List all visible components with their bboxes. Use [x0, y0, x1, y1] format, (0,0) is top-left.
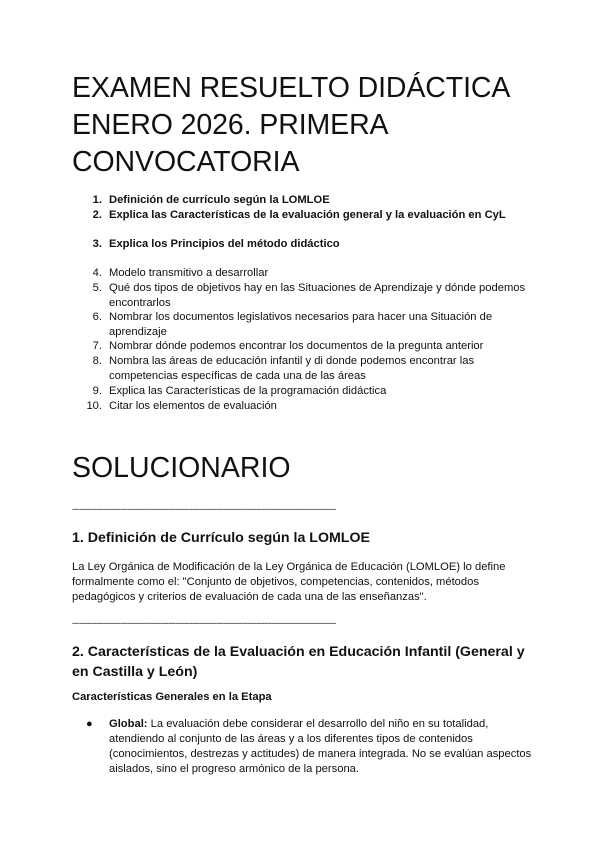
subsection-heading: Características Generales en la Etapa: [72, 691, 272, 703]
question-text: Citar los elementos de evaluación: [109, 400, 277, 412]
question-number: 2.: [92, 209, 102, 221]
bullet-marker: ●: [86, 718, 93, 730]
section-heading: 2. Características de la Evaluación en Educación Infantil (General y en Castilla y León): [72, 644, 525, 680]
question-number: 5.: [92, 282, 102, 294]
question-number: 4.: [92, 267, 102, 279]
bullet-body: La evaluación debe considerar el desarrollo del niño en su totalidad, atendiendo al conjunto de las áreas y a los diferentes tipos de contenidos (conocimientos, destrezas y actitudes) de manera integrada. No se evalúan aspectos aislados, sino el progreso armónico de la persona.: [109, 718, 532, 775]
question-text: Nombra las áreas de educación infantil y di donde podemos encontrar las competencias específicas de cada una de las áreas: [109, 355, 475, 382]
question-text: Nombrar los documentos legislativos necesarios para hacer una Situación de aprendizaje: [109, 311, 493, 338]
section-paragraph: La Ley Orgánica de Modificación de la Ley Orgánica de Educación (LOMLOE) lo define formalmente como el: "Conjunto de objetivos, competencias, contenidos, métodos pedagógicos y criterios de evaluación de cada una de las enseñanzas".: [72, 561, 506, 603]
question-text: Explica las Características de la evaluación general y la evaluación en CyL: [109, 209, 506, 221]
question-number: 3.: [92, 238, 102, 250]
question-number: 7.: [92, 340, 102, 352]
question-number: 6.: [92, 311, 102, 323]
question-text: Nombrar dónde podemos encontrar los documentos de la pregunta anterior: [109, 340, 484, 352]
question-number: 1.: [92, 194, 102, 206]
bullet-label: Global:: [109, 718, 148, 730]
question-number: 8.: [92, 355, 102, 367]
question-text: Explica las Características de la programación didáctica: [109, 385, 387, 397]
divider-line: --------------------------------------------------------------------------------------------------------------: [72, 618, 336, 628]
exam-title: EXAMEN RESUELTO DIDÁCTICA ENERO 2026. PRIMERA CONVOCATORIA: [72, 72, 509, 178]
question-text: Modelo transmitivo a desarrollar: [109, 267, 269, 279]
question-text: Explica los Principios del método didáctico: [109, 238, 340, 250]
question-text: Qué dos tipos de objetivos hay en las Situaciones de Aprendizaje y dónde podemos encontrarlos: [109, 282, 526, 309]
question-number: 9.: [92, 385, 102, 397]
question-number: 10.: [86, 400, 102, 412]
section-heading: 1. Definición de Currículo según la LOMLOE: [72, 530, 370, 546]
bullet-item: [109, 717, 534, 777]
question-text: Definición de currículo según la LOMLOE: [109, 194, 330, 206]
divider-line: --------------------------------------------------------------------------------------------------------------: [72, 504, 336, 514]
solucionario-title: SOLUCIONARIO: [72, 452, 291, 484]
